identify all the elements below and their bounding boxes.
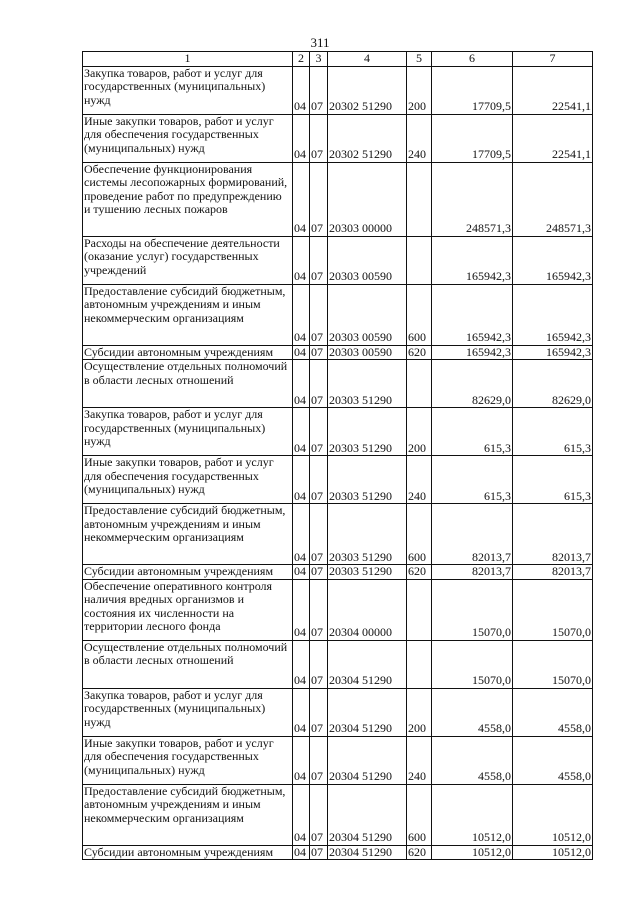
target-article-code: 20304 51290	[328, 736, 407, 784]
target-article-code: 20303 51290	[328, 456, 407, 504]
section-code: 04	[293, 408, 310, 456]
target-article-code: 20304 51290	[328, 845, 407, 860]
header-col-7: 7	[513, 52, 593, 67]
target-article-code: 20303 51290	[328, 565, 407, 580]
subsection-code: 07	[310, 284, 328, 345]
subsection-code: 07	[310, 408, 328, 456]
subsection-code: 07	[310, 456, 328, 504]
target-article-code: 20303 51290	[328, 504, 407, 565]
table-row	[83, 236, 593, 284]
section-code: 04	[293, 579, 310, 640]
expense-type-code	[407, 162, 432, 236]
subsection-code: 07	[310, 66, 328, 114]
expense-type-code: 200	[407, 66, 432, 114]
row-name: Иные закупки товаров, работ и услуг для обеспечения государственных (муниципальных) нужд	[83, 736, 293, 784]
row-name: Предоставление субсидий бюджетным, автономным учреждениям и иным некоммерческим организациям	[83, 504, 293, 565]
subsection-code: 07	[310, 688, 328, 736]
table-row	[83, 456, 593, 504]
target-article-code: 20303 00000	[328, 162, 407, 236]
header-row	[83, 52, 593, 67]
amount-col-6: 165942,3	[432, 284, 513, 345]
expense-type-code: 620	[407, 565, 432, 580]
section-code: 04	[293, 784, 310, 845]
row-name: Расходы на обеспечение деятельности (оказание услуг) государственных учреждений	[83, 236, 293, 284]
amount-col-7: 165942,3	[513, 236, 593, 284]
amount-col-6: 615,3	[432, 408, 513, 456]
row-name: Осуществление отдельных полномочий в области лесных отношений	[83, 360, 293, 408]
amount-col-6: 15070,0	[432, 640, 513, 688]
table-row	[83, 284, 593, 345]
amount-col-6: 248571,3	[432, 162, 513, 236]
subsection-code: 07	[310, 565, 328, 580]
amount-col-6: 82629,0	[432, 360, 513, 408]
row-name: Иные закупки товаров, работ и услуг для обеспечения государственных (муниципальных) нужд	[83, 456, 293, 504]
header-col-4: 4	[328, 52, 407, 67]
amount-col-6: 82013,7	[432, 565, 513, 580]
amount-col-7: 10512,0	[513, 784, 593, 845]
row-name: Осуществление отдельных полномочий в области лесных отношений	[83, 640, 293, 688]
section-code: 04	[293, 162, 310, 236]
amount-col-7: 615,3	[513, 408, 593, 456]
row-name: Закупка товаров, работ и услуг для государственных (муниципальных) нужд	[83, 688, 293, 736]
table-row	[83, 66, 593, 114]
expense-type-code: 620	[407, 845, 432, 860]
section-code: 04	[293, 504, 310, 565]
amount-col-7: 4558,0	[513, 688, 593, 736]
subsection-code: 07	[310, 345, 328, 360]
section-code: 04	[293, 345, 310, 360]
row-name: Закупка товаров, работ и услуг для государственных (муниципальных) нужд	[83, 408, 293, 456]
row-name: Субсидии автономным учреждениям	[83, 565, 293, 580]
amount-col-6: 10512,0	[432, 845, 513, 860]
row-name: Предоставление субсидий бюджетным, автономным учреждениям и иным некоммерческим организациям	[83, 284, 293, 345]
amount-col-7: 82013,7	[513, 565, 593, 580]
table-row	[83, 736, 593, 784]
table-row	[83, 579, 593, 640]
amount-col-6: 17709,5	[432, 66, 513, 114]
section-code: 04	[293, 236, 310, 284]
table-row	[83, 784, 593, 845]
header-col-5: 5	[407, 52, 432, 67]
subsection-code: 07	[310, 236, 328, 284]
table-row	[83, 504, 593, 565]
section-code: 04	[293, 456, 310, 504]
amount-col-7: 10512,0	[513, 845, 593, 860]
table-row	[83, 360, 593, 408]
table-row	[83, 640, 593, 688]
section-code: 04	[293, 114, 310, 162]
row-name: Предоставление субсидий бюджетным, автономным учреждениям и иным некоммерческим организациям	[83, 784, 293, 845]
subsection-code: 07	[310, 504, 328, 565]
amount-col-6: 10512,0	[432, 784, 513, 845]
expense-type-code	[407, 640, 432, 688]
subsection-code: 07	[310, 162, 328, 236]
expense-type-code: 240	[407, 456, 432, 504]
section-code: 04	[293, 640, 310, 688]
expense-type-code: 600	[407, 784, 432, 845]
subsection-code: 07	[310, 784, 328, 845]
amount-col-6: 165942,3	[432, 345, 513, 360]
target-article-code: 20303 00590	[328, 345, 407, 360]
target-article-code: 20304 51290	[328, 784, 407, 845]
subsection-code: 07	[310, 114, 328, 162]
table-row	[83, 345, 593, 360]
expense-type-code: 240	[407, 114, 432, 162]
amount-col-7: 22541,1	[513, 114, 593, 162]
section-code: 04	[293, 688, 310, 736]
target-article-code: 20303 51290	[328, 360, 407, 408]
amount-col-6: 15070,0	[432, 579, 513, 640]
amount-col-7: 82629,0	[513, 360, 593, 408]
row-name: Обеспечение функционирования системы лесопожарных формирований, проведение работ по предупреждению и тушению лесных пожаров	[83, 162, 293, 236]
expense-type-code: 240	[407, 736, 432, 784]
subsection-code: 07	[310, 640, 328, 688]
subsection-code: 07	[310, 579, 328, 640]
amount-col-7: 15070,0	[513, 640, 593, 688]
amount-col-7: 248571,3	[513, 162, 593, 236]
table-row	[83, 688, 593, 736]
header-col-2: 2	[293, 52, 310, 67]
header-col-1: 1	[83, 52, 293, 67]
amount-col-6: 615,3	[432, 456, 513, 504]
section-code: 04	[293, 360, 310, 408]
table-row	[83, 408, 593, 456]
row-name: Субсидии автономным учреждениям	[83, 345, 293, 360]
table-row	[83, 114, 593, 162]
amount-col-7: 4558,0	[513, 736, 593, 784]
target-article-code: 20304 00000	[328, 579, 407, 640]
target-article-code: 20302 51290	[328, 114, 407, 162]
section-code: 04	[293, 736, 310, 784]
expense-type-code: 200	[407, 688, 432, 736]
target-article-code: 20304 51290	[328, 640, 407, 688]
target-article-code: 20303 00590	[328, 236, 407, 284]
target-article-code: 20304 51290	[328, 688, 407, 736]
amount-col-6: 165942,3	[432, 236, 513, 284]
row-name: Субсидии автономным учреждениям	[83, 845, 293, 860]
row-name: Иные закупки товаров, работ и услуг для обеспечения государственных (муниципальных) нужд	[83, 114, 293, 162]
header-col-6: 6	[432, 52, 513, 67]
amount-col-7: 15070,0	[513, 579, 593, 640]
amount-col-6: 4558,0	[432, 688, 513, 736]
row-name: Обеспечение оперативного контроля наличия вредных организмов и состояния их численности на территории лесного фонда	[83, 579, 293, 640]
page-number: 311	[310, 35, 330, 50]
row-name: Закупка товаров, работ и услуг для государственных (муниципальных) нужд	[83, 66, 293, 114]
section-code: 04	[293, 565, 310, 580]
expense-type-code: 620	[407, 345, 432, 360]
amount-col-6: 82013,7	[432, 504, 513, 565]
budget-table	[82, 51, 593, 860]
subsection-code: 07	[310, 845, 328, 860]
section-code: 04	[293, 284, 310, 345]
amount-col-7: 22541,1	[513, 66, 593, 114]
amount-col-6: 17709,5	[432, 114, 513, 162]
subsection-code: 07	[310, 360, 328, 408]
expense-type-code: 600	[407, 284, 432, 345]
amount-col-7: 82013,7	[513, 504, 593, 565]
target-article-code: 20302 51290	[328, 66, 407, 114]
expense-type-code	[407, 360, 432, 408]
table-row	[83, 162, 593, 236]
expense-type-code: 200	[407, 408, 432, 456]
table-row	[83, 565, 593, 580]
expense-type-code	[407, 236, 432, 284]
table-row	[83, 845, 593, 860]
expense-type-code	[407, 579, 432, 640]
target-article-code: 20303 51290	[328, 408, 407, 456]
amount-col-6: 4558,0	[432, 736, 513, 784]
amount-col-7: 165942,3	[513, 284, 593, 345]
subsection-code: 07	[310, 736, 328, 784]
expense-type-code: 600	[407, 504, 432, 565]
amount-col-7: 615,3	[513, 456, 593, 504]
header-col-3: 3	[310, 52, 328, 67]
section-code: 04	[293, 845, 310, 860]
amount-col-7: 165942,3	[513, 345, 593, 360]
target-article-code: 20303 00590	[328, 284, 407, 345]
section-code: 04	[293, 66, 310, 114]
